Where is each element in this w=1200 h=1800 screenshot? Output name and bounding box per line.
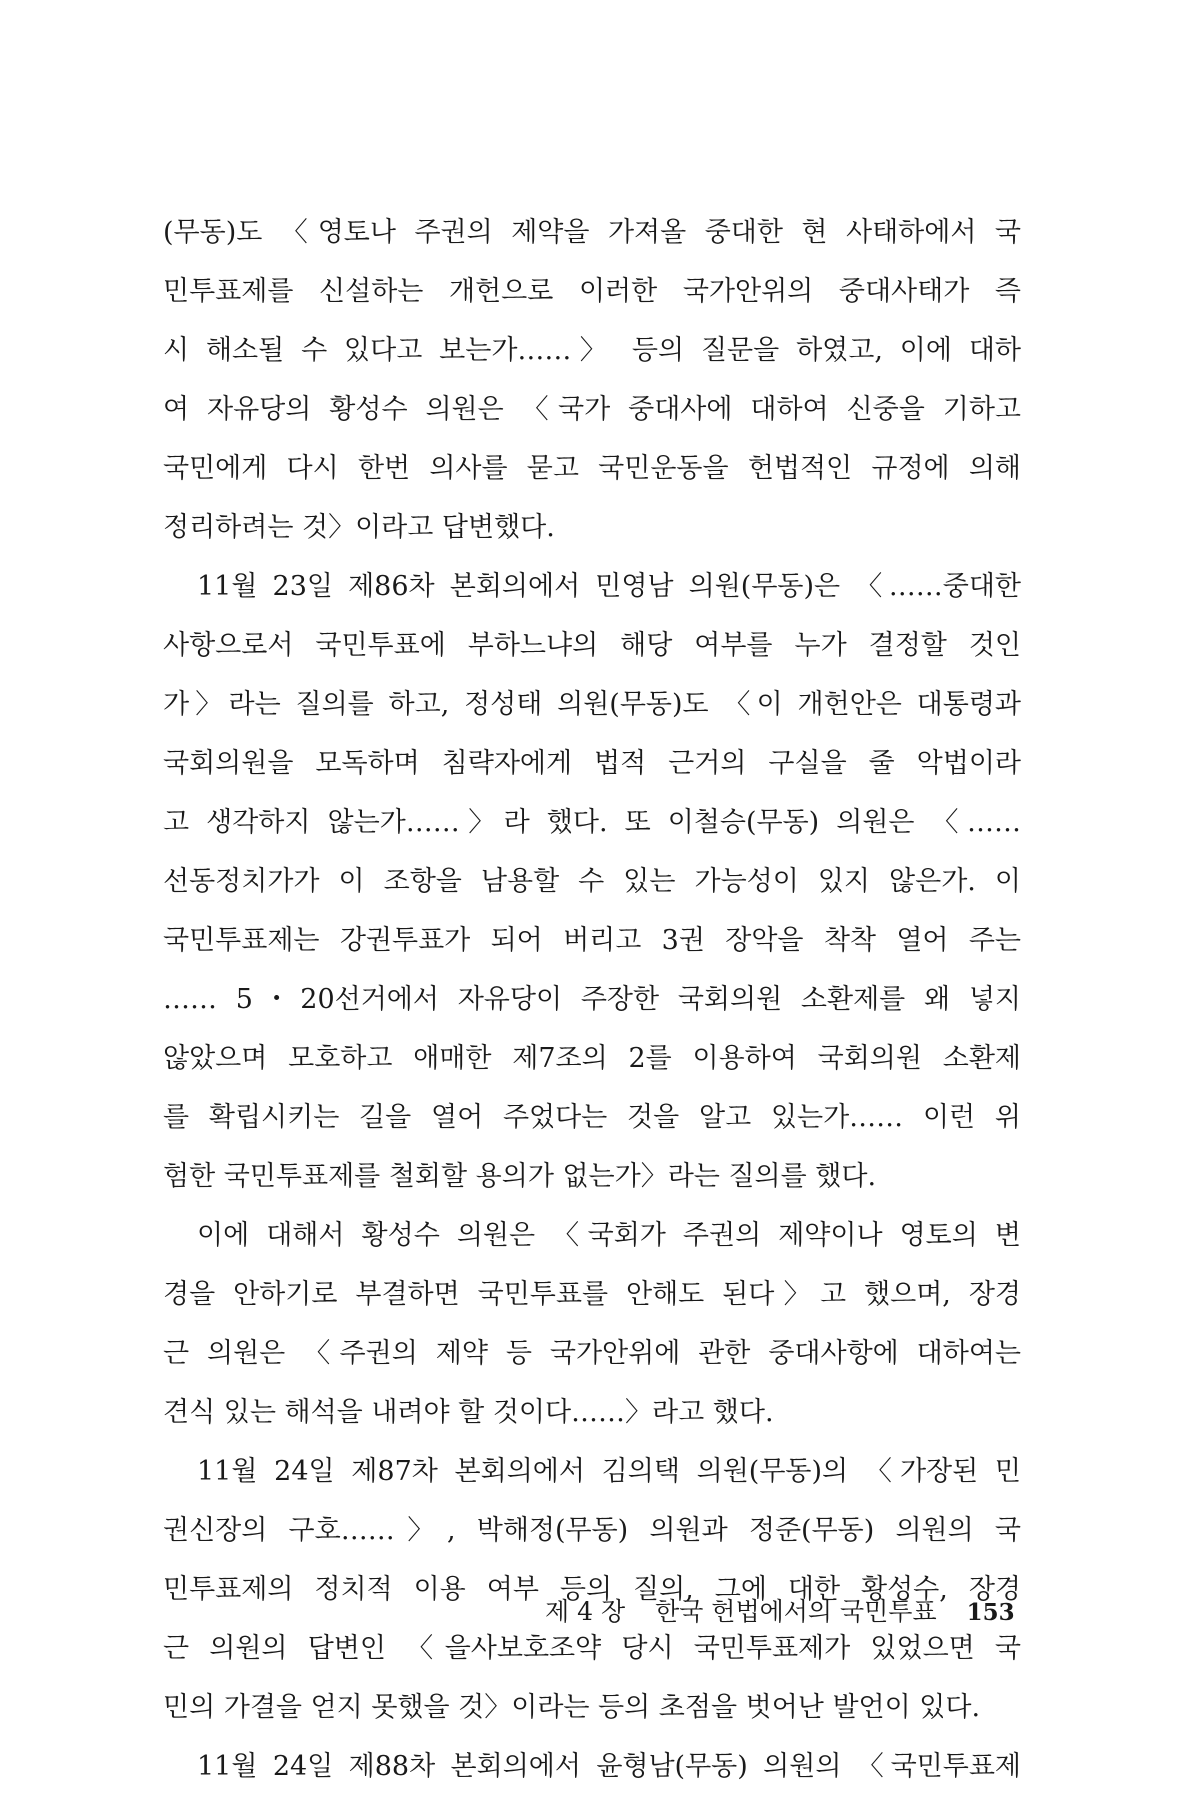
text-line: 11월 24일 제88차 본회의에서 윤형남(무동) 의원의 〈국민투표제: [197, 1751, 1021, 1782]
text-line: (무동)도 〈영토나 주권의 제약을 가져올 중대한 현 사태하에서 국: [163, 217, 1021, 248]
text-line: 경을 안하기로 부결하면 국민투표를 안해도 된다〉고 했으며, 장경: [163, 1279, 1021, 1310]
text-line: 근 의원의 답변인 〈을사보호조약 당시 국민투표제가 있었으면 국: [163, 1633, 1021, 1664]
text-line: 견식 있는 해석을 내려야 할 것이다……〉라고 했다.: [163, 1397, 774, 1428]
text-line: …… 5・20선거에서 자유당이 주장한 국회의원 소환제를 왜 넣지: [163, 984, 1021, 1015]
text-line: 국민투표제는 강권투표가 되어 버리고 3권 장악을 착착 열어 주는: [163, 925, 1021, 956]
text-line: 11월 24일 제87차 본회의에서 김의택 의원(무동)의 〈가장된 민: [197, 1456, 1021, 1487]
text-line: 국회의원을 모독하며 침략자에게 법적 근거의 구실을 줄 악법이라: [163, 748, 1021, 779]
chapter-title: 한국 헌법에서의 국민투표: [655, 1597, 937, 1626]
text-line: 않았으며 모호하고 애매한 제7조의 2를 이용하여 국회의원 소환제: [163, 1043, 1021, 1074]
text-line: 사항으로서 국민투표에 부하느냐의 해당 여부를 누가 결정할 것인: [163, 630, 1021, 661]
text-line: 선동정치가가 이 조항을 남용할 수 있는 가능성이 있지 않은가. 이: [163, 866, 1021, 897]
text-line: 고 생각하지 않는가……〉라 했다. 또 이철승(무동) 의원은 〈……: [163, 807, 1021, 838]
text-line: 국민에게 다시 한번 의사를 묻고 국민운동을 헌법적인 규정에 의해: [163, 453, 1021, 484]
text-line: 민의 가결을 얻지 못했을 것〉이라는 등의 초점을 벗어난 발언이 있다.: [163, 1692, 981, 1723]
text-line: 이에 대해서 황성수 의원은 〈국회가 주권의 제약이나 영토의 변: [197, 1220, 1021, 1251]
text-line: 민투표제를 신설하는 개헌으로 이러한 국가안위의 중대사태가 즉: [163, 276, 1021, 307]
text-line: 험한 국민투표제를 철회할 용의가 없는가〉라는 질의를 했다.: [163, 1161, 877, 1192]
text-line: 시 해소될 수 있다고 보는가……〉 등의 질문을 하였고, 이에 대하: [163, 335, 1021, 366]
text-line: 가〉라는 질의를 하고, 정성태 의원(무동)도 〈이 개헌안은 대통령과: [163, 689, 1021, 720]
text-line: 민투표제의 정치적 이용 여부 등의 질의, 그에 대한 황성수, 장경: [163, 1574, 1021, 1605]
body-text: [163, 203, 1021, 1796]
text-line: 권신장의 구호……〉, 박해정(무동) 의원과 정준(무동) 의원의 국: [163, 1515, 1021, 1546]
text-line: 정리하려는 것〉이라고 답변했다.: [163, 512, 555, 543]
text-line: 를 확립시키는 길을 열어 주었다는 것을 알고 있는가…… 이런 위: [163, 1102, 1021, 1133]
chapter-label: 제 4 장: [545, 1597, 626, 1626]
page-number: 153: [966, 1599, 1015, 1626]
running-footer: [545, 1592, 1015, 1632]
text-line: 11월 23일 제86차 본회의에서 민영남 의원(무동)은 〈……중대한: [197, 571, 1021, 602]
text-line: 여 자유당의 황성수 의원은 〈국가 중대사에 대하여 신중을 기하고: [163, 394, 1021, 425]
text-line: 근 의원은 〈주권의 제약 등 국가안위에 관한 중대사항에 대하여는: [163, 1338, 1021, 1369]
